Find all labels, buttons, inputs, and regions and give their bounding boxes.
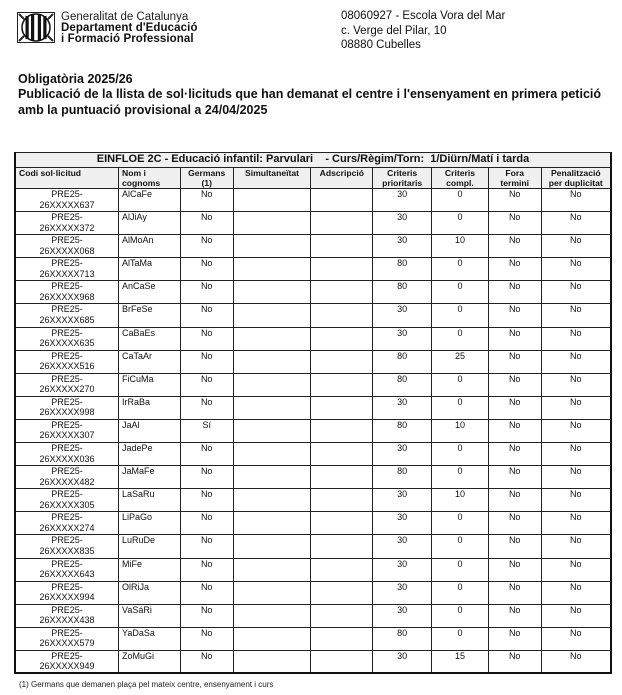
cell-penalitzacio: No [541,304,611,327]
cell-germans: No [180,281,233,304]
school-city: 08880 Cubelles [341,39,421,51]
cell-germans: No [180,258,233,281]
cell-adscripcio [311,304,373,327]
table-row [15,327,611,350]
cell-criteris-prioritaris: 30 [373,189,432,212]
codi-number: 26XXXXX482 [39,476,95,487]
cell-germans: No [180,212,233,235]
codi-prefix: PRE25- [51,558,83,569]
cell-fora-termini: No [488,489,541,512]
cell-nom: CaTaAr [118,350,180,373]
cell-codi [15,581,118,604]
table-row [15,535,611,558]
cell-adscripcio [311,327,373,350]
cell-germans: No [180,535,233,558]
school-info [341,9,505,53]
table-row [15,258,611,281]
cell-criteris-prioritaris: 30 [373,558,432,581]
col-header-criteris-compl: Criteris compl. [432,168,489,189]
org-line-2: Departament d'Educació [61,22,198,34]
cell-nom: ZoMuGi [118,650,180,673]
cell-adscripcio [311,581,373,604]
codi-number: 26XXXXX635 [39,338,95,349]
cell-adscripcio [311,489,373,512]
cell-nom: AlMoAn [118,235,180,258]
codi-number: 26XXXXX713 [39,268,95,279]
cell-fora-termini: No [488,535,541,558]
col-header-fora-termini: Fora termini [488,168,541,189]
cell-germans: No [180,604,233,627]
cell-codi [15,281,118,304]
cell-nom: JaMaFe [118,466,180,489]
organization-name [61,12,198,45]
cell-germans: No [180,466,233,489]
cell-codi [15,535,118,558]
cell-criteris-prioritaris: 80 [373,466,432,489]
cell-adscripcio [311,466,373,489]
cell-adscripcio [311,350,373,373]
school-address: c. Verge del Pilar, 10 [341,24,447,37]
cell-nom: FiCuMa [118,373,180,396]
cell-simultaneitat [233,235,311,258]
codi-prefix: PRE25- [51,350,83,361]
table-row [15,604,611,627]
cell-adscripcio [311,258,373,281]
cell-simultaneitat [233,373,311,396]
cell-simultaneitat [233,443,311,466]
codi-prefix: PRE25- [51,304,83,315]
cell-criteris-prioritaris: 30 [373,212,432,235]
codi-number: 26XXXXX643 [39,569,95,579]
cell-codi [15,258,118,281]
cell-germans: No [180,235,233,258]
cell-nom: JaAl [118,419,180,442]
cell-nom: IrRaBa [118,396,180,419]
codi-prefix: PRE25- [51,373,83,384]
footnote: (1) Germans que demanen plaça pel mateix centre, ensenyament i curs [19,680,274,689]
cell-fora-termini: No [488,189,541,212]
cell-simultaneitat [233,489,311,512]
codi-number: 26XXXXX438 [39,615,95,626]
codi-number: 26XXXXX372 [39,222,95,233]
cell-nom: AlTaMa [118,258,180,281]
cell-penalitzacio: No [541,212,611,235]
cell-criteris-prioritaris: 80 [373,419,432,442]
cell-criteris-compl: 0 [432,189,489,212]
col-header-criteris-prioritaris: Criteris prioritaris [373,168,432,189]
table-row [15,350,611,373]
cell-fora-termini: No [488,581,541,604]
codi-number: 26XXXXX949 [39,661,95,672]
col-header-codi: Codi sol·licitud [15,168,118,189]
cell-criteris-compl: 0 [432,443,489,466]
cell-criteris-compl: 0 [432,327,489,350]
codi-prefix: PRE25- [51,281,83,292]
cell-penalitzacio: No [541,627,611,650]
cell-codi [15,604,118,627]
cell-criteris-compl: 0 [432,373,489,396]
org-line-3: i Formació Professional [61,33,194,45]
table-caption: EINFLOE 2C - Educació infantil: Parvulari - Curs/Règim/Torn: 1/Diürn/Matí i tarda [15,153,611,168]
cell-simultaneitat [233,419,311,442]
cell-codi [15,650,118,673]
cell-penalitzacio: No [541,281,611,304]
col-header-simultaneitat: Simultaneïtat [233,168,311,189]
cell-penalitzacio: No [541,558,611,581]
cell-nom: VaSáRi [118,604,180,627]
cell-simultaneitat [233,466,311,489]
cell-simultaneitat [233,627,311,650]
table-header-row [15,168,611,189]
cell-nom: OlRiJa [118,581,180,604]
cell-codi [15,489,118,512]
codi-prefix: PRE25- [51,189,83,199]
course-year-title: Obligatòria 2025/26 [18,72,133,86]
codi-number: 26XXXXX968 [39,291,95,302]
codi-prefix: PRE25- [51,604,83,615]
codi-prefix: PRE25- [51,466,83,477]
cell-criteris-compl: 0 [432,396,489,419]
cell-criteris-prioritaris: 30 [373,443,432,466]
cell-adscripcio [311,419,373,442]
cell-penalitzacio: No [541,327,611,350]
cell-nom: YaDaSa [118,627,180,650]
codi-prefix: PRE25- [51,535,83,546]
cell-codi [15,327,118,350]
codi-number: 26XXXXX579 [39,638,95,649]
generalitat-emblem-icon [17,12,55,43]
cell-fora-termini: No [488,419,541,442]
codi-number: 26XXXXX516 [39,361,95,372]
cell-criteris-prioritaris: 80 [373,627,432,650]
table-row [15,650,611,673]
cell-germans: No [180,581,233,604]
document-header [0,0,622,60]
cell-codi [15,396,118,419]
cell-fora-termini: No [488,258,541,281]
cell-germans: No [180,650,233,673]
codi-number: 26XXXXX305 [39,499,95,510]
cell-criteris-compl: 0 [432,466,489,489]
cell-simultaneitat [233,212,311,235]
cell-criteris-prioritaris: 30 [373,489,432,512]
cell-criteris-compl: 0 [432,512,489,535]
codi-number: 26XXXXX307 [39,430,95,441]
cell-adscripcio [311,396,373,419]
applications-table [14,152,612,674]
cell-codi [15,627,118,650]
cell-codi [15,235,118,258]
codi-number: 26XXXXX270 [39,384,95,395]
codi-prefix: PRE25- [51,627,83,638]
codi-prefix: PRE25- [51,327,83,338]
col-header-adscripcio: Adscripció [311,168,373,189]
cell-fora-termini: No [488,558,541,581]
cell-adscripcio [311,212,373,235]
cell-germans: No [180,512,233,535]
cell-criteris-compl: 0 [432,604,489,627]
cell-criteris-prioritaris: 30 [373,396,432,419]
table-body [15,189,611,674]
cell-germans: No [180,558,233,581]
col-header-penalitzacio: Penalització per duplicitat [541,168,611,189]
cell-germans: No [180,189,233,212]
table-row [15,373,611,396]
codi-number: 26XXXXX998 [39,407,95,418]
cell-criteris-compl: 0 [432,535,489,558]
cell-nom: LuRuDe [118,535,180,558]
cell-simultaneitat [233,350,311,373]
cell-adscripcio [311,235,373,258]
cell-simultaneitat [233,604,311,627]
cell-germans: No [180,396,233,419]
cell-penalitzacio: No [541,373,611,396]
publication-title: Publicació de la llista de sol·licituds que han demanat el centre i l'ensenyament en primera petició amb la puntuació provisional a 24/04/2025 [18,87,602,117]
cell-fora-termini: No [488,235,541,258]
table-row [15,235,611,258]
codi-prefix: PRE25- [51,512,83,523]
document-titles [18,72,618,118]
codi-number: 26XXXXX036 [39,453,95,464]
cell-criteris-prioritaris: 80 [373,281,432,304]
cell-criteris-compl: 0 [432,304,489,327]
cell-adscripcio [311,373,373,396]
cell-criteris-compl: 0 [432,258,489,281]
cell-nom: JadePe [118,443,180,466]
cell-simultaneitat [233,535,311,558]
cell-nom: MiFe [118,558,180,581]
cell-codi [15,512,118,535]
col-header-germans: Germans (1) [180,168,233,189]
cell-codi [15,443,118,466]
cell-penalitzacio: No [541,443,611,466]
table-row [15,304,611,327]
cell-criteris-prioritaris: 80 [373,258,432,281]
cell-fora-termini: No [488,466,541,489]
cell-simultaneitat [233,650,311,673]
cell-criteris-prioritaris: 30 [373,327,432,350]
codi-prefix: PRE25- [51,650,83,661]
cell-simultaneitat [233,558,311,581]
cell-fora-termini: No [488,327,541,350]
codi-prefix: PRE25- [51,258,83,269]
cell-criteris-prioritaris: 30 [373,581,432,604]
cell-criteris-compl: 15 [432,650,489,673]
cell-penalitzacio: No [541,512,611,535]
cell-criteris-prioritaris: 30 [373,604,432,627]
cell-fora-termini: No [488,350,541,373]
cell-fora-termini: No [488,212,541,235]
school-name: 08060927 - Escola Vora del Mar [341,10,506,22]
cell-adscripcio [311,189,373,212]
cell-criteris-compl: 0 [432,581,489,604]
table-row [15,212,611,235]
cell-germans: No [180,304,233,327]
cell-germans: No [180,489,233,512]
cell-codi [15,212,118,235]
codi-prefix: PRE25- [51,212,83,223]
cell-nom: BrFeSe [118,304,180,327]
cell-germans: Sí [180,419,233,442]
codi-prefix: PRE25- [51,443,83,454]
cell-adscripcio [311,443,373,466]
cell-codi [15,466,118,489]
cell-fora-termini: No [488,443,541,466]
table-row [15,396,611,419]
cell-nom: LiPaGo [118,512,180,535]
cell-codi [15,304,118,327]
cell-criteris-compl: 0 [432,558,489,581]
cell-criteris-prioritaris: 80 [373,373,432,396]
cell-adscripcio [311,281,373,304]
cell-penalitzacio: No [541,466,611,489]
table-row [15,281,611,304]
cell-criteris-compl: 0 [432,281,489,304]
cell-adscripcio [311,604,373,627]
cell-fora-termini: No [488,373,541,396]
cell-simultaneitat [233,281,311,304]
cell-criteris-compl: 10 [432,489,489,512]
cell-criteris-compl: 0 [432,212,489,235]
codi-prefix: PRE25- [51,581,83,592]
cell-criteris-prioritaris: 30 [373,535,432,558]
cell-nom: CaBaEs [118,327,180,350]
table-row [15,466,611,489]
cell-adscripcio [311,535,373,558]
cell-fora-termini: No [488,627,541,650]
table-caption-row [15,153,611,168]
cell-germans: No [180,627,233,650]
table-row [15,443,611,466]
cell-simultaneitat [233,258,311,281]
cell-simultaneitat [233,327,311,350]
col-header-nom: Nom i cognoms [118,168,180,189]
codi-number: 26XXXXX835 [39,545,95,556]
cell-fora-termini: No [488,650,541,673]
cell-criteris-prioritaris: 30 [373,235,432,258]
cell-nom: AlJiAy [118,212,180,235]
table-row [15,581,611,604]
org-line-1: Generalitat de Catalunya [61,11,189,23]
cell-penalitzacio: No [541,235,611,258]
cell-penalitzacio: No [541,419,611,442]
cell-penalitzacio: No [541,396,611,419]
table-row [15,512,611,535]
cell-criteris-compl: 10 [432,419,489,442]
cell-penalitzacio: No [541,581,611,604]
codi-number: 26XXXXX274 [39,522,95,533]
cell-germans: No [180,327,233,350]
cell-penalitzacio: No [541,258,611,281]
cell-nom: AlCaFe [118,189,180,212]
cell-adscripcio [311,512,373,535]
codi-prefix: PRE25- [51,235,83,246]
codi-number: 26XXXXX637 [39,199,95,210]
cell-criteris-prioritaris: 80 [373,350,432,373]
cell-criteris-compl: 10 [432,235,489,258]
cell-nom: LaSaRu [118,489,180,512]
cell-simultaneitat [233,304,311,327]
table-row [15,627,611,650]
cell-fora-termini: No [488,396,541,419]
table-row [15,419,611,442]
cell-codi [15,189,118,212]
cell-adscripcio [311,650,373,673]
cell-fora-termini: No [488,304,541,327]
cell-criteris-prioritaris: 30 [373,650,432,673]
codi-number: 26XXXXX685 [39,314,95,325]
codi-prefix: PRE25- [51,396,83,407]
cell-criteris-prioritaris: 30 [373,512,432,535]
cell-criteris-prioritaris: 30 [373,304,432,327]
cell-fora-termini: No [488,512,541,535]
cell-penalitzacio: No [541,489,611,512]
cell-criteris-compl: 25 [432,350,489,373]
codi-number: 26XXXXX994 [39,592,95,603]
cell-fora-termini: No [488,604,541,627]
cell-germans: No [180,373,233,396]
cell-penalitzacio: No [541,189,611,212]
cell-simultaneitat [233,512,311,535]
cell-codi [15,558,118,581]
table-row [15,489,611,512]
codi-prefix: PRE25- [51,419,83,430]
codi-prefix: PRE25- [51,489,83,500]
cell-adscripcio [311,627,373,650]
cell-codi [15,350,118,373]
cell-simultaneitat [233,581,311,604]
cell-penalitzacio: No [541,535,611,558]
table-row [15,189,611,212]
cell-nom: AnCaSe [118,281,180,304]
cell-simultaneitat [233,189,311,212]
cell-germans: No [180,350,233,373]
cell-fora-termini: No [488,281,541,304]
cell-penalitzacio: No [541,604,611,627]
cell-simultaneitat [233,396,311,419]
cell-criteris-compl: 0 [432,627,489,650]
table-row [15,558,611,581]
cell-adscripcio [311,558,373,581]
cell-codi [15,373,118,396]
cell-codi [15,419,118,442]
codi-number: 26XXXXX068 [39,245,95,256]
cell-penalitzacio: No [541,350,611,373]
cell-germans: No [180,443,233,466]
cell-penalitzacio: No [541,650,611,673]
